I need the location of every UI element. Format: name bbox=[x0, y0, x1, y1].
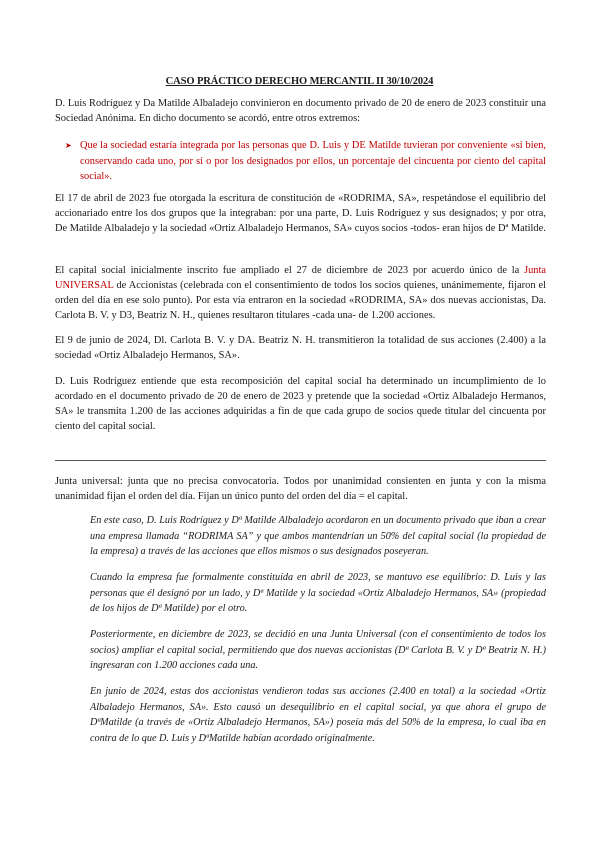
paragraph-capital-text-b: de Accionistas (celebrada con el consentimiento de todos los socios quienes, unánimemente, fijaron el orden del día en ese solo punto). Por esta vía entraron en la sociedad «RODRIMA, SA» dos nuevas accionistas, Da. Carlota B. V. y D3, Beatriz N. H., quienes resultaron titulares -cada una- de 1.200 acciones. bbox=[55, 280, 546, 321]
page-title: CASO PRÁCTICO DERECHO MERCANTIL II 30/10/2024 bbox=[165, 76, 434, 87]
paragraph-intro: D. Luis Rodríguez y Da Matilde Albaladejo convinieron en documento privado de 20 de enero de 2023 constituir una Sociedad Anónima. En dicho documento se acordó, entre otros extremos: bbox=[55, 98, 546, 124]
explanation-paragraph-4: En junio de 2024, estas dos accionistas vendieron todas sus acciones (2.400 en total) a la sociedad «Ortiz Albaladejo Hermanos, SA». Esto causó un desequilibrio en el capital social, ya que ahora el grupo de DªMatilde (a través de «Ortiz Albaladejo Hermanos, SA») poseía más del 50% de la empresa, lo cual iba en contra de lo que D. Luis y DªMatilde habían acordado originalmente. bbox=[90, 686, 546, 744]
paragraph-capital-text-a: El capital social inicialmente inscrito fue ampliado el 27 de diciembre de 2023 por acuerdo único de la bbox=[55, 265, 525, 276]
note-junta-universal: Junta universal: junta que no precisa convocatoria. Todos por unanimidad consienten en junta y con la misma unanimidad fijan el orden del día. Fijan un único punto del orden del día = el capital. bbox=[55, 476, 546, 502]
explanation-paragraph-3: Posteriormente, en diciembre de 2023, se decidió en una Junta Universal (con el consentimiento de todos los socios) ampliar el capital social, permitiendo que dos nuevas accionistas (Dª Carlota B. V. y Dª Beatriz N. H.) ingresaran con 1.200 acciones cada una. bbox=[90, 629, 546, 671]
explanation-paragraph-2: Cuando la empresa fue formalmente constituida en abril de 2023, se mantuvo ese equilibrio: D. Luis y las personas que él designó por un lado, y Dª Matilde y la sociedad «Ortiz Albaladejo Hermanos, SA» (propiedad de los hijos de Dª Matilde) por el otro. bbox=[90, 572, 546, 614]
junta-universal-highlight: Junta UNIVERSAL bbox=[55, 265, 546, 291]
paragraph-claim: D. Luis Rodríguez entiende que esta recomposición del capital social ha determinado un incumplimiento de lo acordado en el documento privado de 20 de enero de 2023 y pretende que la sociedad «Ortiz Albaladejo Hermanos, SA» le transmita 1.200 de las acciones adquiridas a fin de que cada grupo de socios quede titular del cincuenta por ciento del capital social. bbox=[55, 376, 546, 432]
bullet-text: Que la sociedad estaría integrada por las personas que D. Luis y DE Matilde tuvieran por conveniente «si bien, conservando cada uno, por sí o por los designados por ellos, un porcentaje del cincuenta por ciento del capital social». bbox=[80, 140, 546, 182]
paragraph-transfer: El 9 de junio de 2024, Dl. Carlota B. V. y DA. Beatriz N. H. transmitieron la totalidad de sus acciones (2.400) a la sociedad «Ortiz Albaladejo Hermanos, SA». bbox=[55, 335, 546, 361]
paragraph-constitution: El 17 de abril de 2023 fue otorgada la escritura de constitución de «RODRIMA, SA», respetándose el equilibrio del accionariado entre los dos grupos que la integraban: por una parte, D. Luis Rodríguez y sus designados; y por otra, De Matilde Albaladejo y la sociedad «Ortiz Albaladejo Hermanos, SA» cuyos socios -todos- eran hijos de Dª Matilde. bbox=[55, 193, 546, 234]
bullet-item bbox=[65, 138, 546, 185]
arrow-bullet-icon: ➤ bbox=[65, 141, 72, 150]
section-divider bbox=[55, 460, 546, 461]
paragraph-capital-increase bbox=[55, 263, 546, 323]
explanation-paragraph-1: En este caso, D. Luis Rodríguez y Dª Matilde Albaladejo acordaron en un documento privado que iban a crear una empresa llamada “RODRIMA SA” y que ambos mantendrían un 50% del capital social (la propiedad de la empresa) a través de las acciones que ellos mismos o sus designados poseyeran. bbox=[90, 515, 546, 557]
